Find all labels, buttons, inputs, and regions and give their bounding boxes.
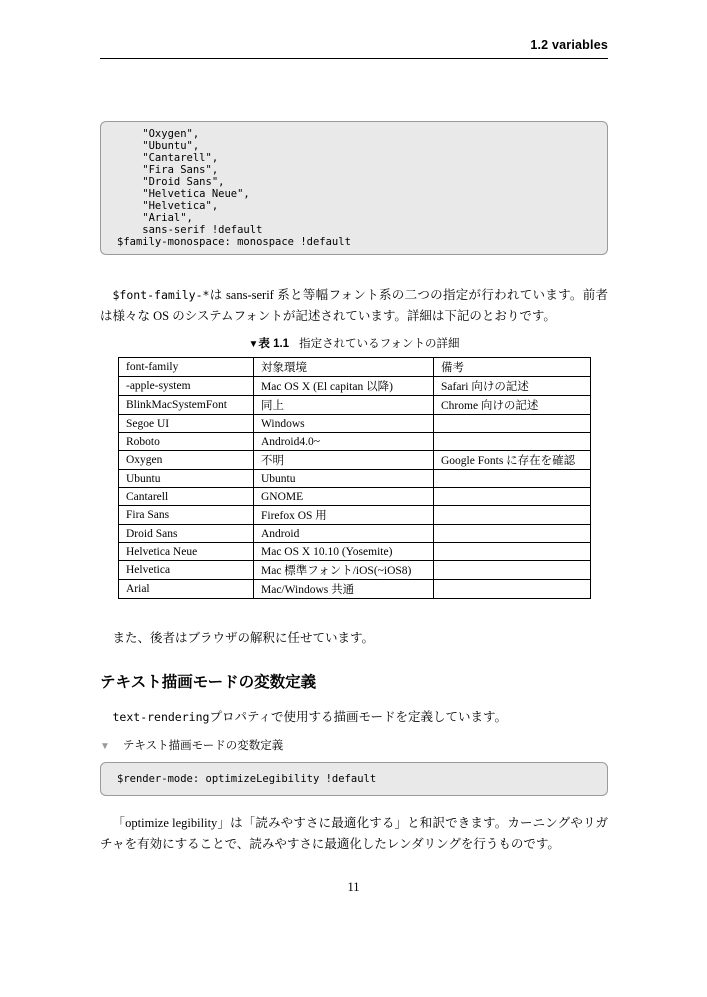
code-line: $render-mode: optimizeLegibility !default <box>117 773 377 785</box>
table-cell: Android <box>254 525 434 543</box>
table-cell: Fira Sans <box>119 506 254 525</box>
code-line: "Helvetica", <box>117 200 219 212</box>
table-cell: GNOME <box>254 488 434 506</box>
code-line: "Helvetica Neue", <box>117 188 250 200</box>
table-cell: Mac/Windows 共通 <box>254 580 434 599</box>
table-cell: Helvetica Neue <box>119 543 254 561</box>
page-content <box>100 0 608 855</box>
table-row <box>119 488 591 506</box>
table-row <box>119 580 591 599</box>
table-cell: Segoe UI <box>119 415 254 433</box>
table-cell: -apple-system <box>119 377 254 396</box>
paragraph-text-rendering <box>100 707 608 728</box>
table-cell <box>434 561 591 580</box>
table-cell: 不明 <box>254 451 434 470</box>
table-cell <box>434 543 591 561</box>
paragraph-optimize-legibility: 「optimize legibility」は「読みやすさに最適化する」と和訳できます。カーニングやリガチャを有効にすることで、読みやすさに最適化したレンダリングを行うものです。 <box>100 816 608 851</box>
table-cell: Mac OS X 10.10 (Yosemite) <box>254 543 434 561</box>
table-cell: Arial <box>119 580 254 599</box>
table-row <box>119 561 591 580</box>
inline-code: text-rendering <box>112 710 210 724</box>
inline-code: $font-family-* <box>112 288 210 302</box>
paragraph-text: プロパティで使用する描画モードを定義しています。 <box>209 710 507 724</box>
code-line: "Arial", <box>117 212 193 224</box>
table-cell <box>434 470 591 488</box>
table-cell: Chrome 向けの記述 <box>434 396 591 415</box>
table-cell: Google Fonts に存在を確認 <box>434 451 591 470</box>
table-cell: Mac OS X (El capitan 以降) <box>254 377 434 396</box>
paragraph-font-family <box>100 285 608 327</box>
code-line: $family-monospace: monospace !default <box>117 236 351 248</box>
code-line: "Ubuntu", <box>117 140 200 152</box>
table-cell <box>434 525 591 543</box>
table-caption-title: 指定されているフォントの詳細 <box>299 338 460 350</box>
table-cell: Firefox OS 用 <box>254 506 434 525</box>
table-marker-icon: ▼ <box>248 339 259 350</box>
table-row <box>119 433 591 451</box>
table-cell: Ubuntu <box>254 470 434 488</box>
table-row <box>119 506 591 525</box>
table-row <box>119 377 591 396</box>
header-rule <box>100 58 608 59</box>
table-cell <box>434 506 591 525</box>
code-block-font-family <box>100 121 608 255</box>
section-heading: テキスト描画モードの変数定義 <box>100 674 317 691</box>
listing-caption <box>100 737 608 753</box>
table-cell <box>434 580 591 599</box>
table-cell: Mac 標準フォント/iOS(~iOS8) <box>254 561 434 580</box>
table-cell: Oxygen <box>119 451 254 470</box>
table-row <box>119 543 591 561</box>
table-header-row <box>119 358 591 377</box>
table-row <box>119 396 591 415</box>
table-row <box>119 451 591 470</box>
code-line: "Droid Sans", <box>117 176 225 188</box>
listing-caption-text: テキスト描画モードの変数定義 <box>122 740 284 752</box>
table-cell: Roboto <box>119 433 254 451</box>
table-cell: Cantarell <box>119 488 254 506</box>
code-line: "Cantarell", <box>117 152 219 164</box>
paragraph-browser-note: また、後者はブラウザの解釈に任せています。 <box>112 631 375 645</box>
table-cell: Android4.0~ <box>254 433 434 451</box>
table-caption <box>100 335 608 351</box>
table-cell <box>434 433 591 451</box>
column-header-font-family: font-family <box>119 358 254 377</box>
table-cell: Helvetica <box>119 561 254 580</box>
paragraph-text: は sans-serif 系と等幅フォント系の二つの指定が行われています。前者は様々な OS のシステムフォントが記述されています。詳細は下記のとおりです。 <box>100 288 608 323</box>
code-line: sans-serif !default <box>117 224 263 236</box>
table-cell <box>434 415 591 433</box>
table-cell: Droid Sans <box>119 525 254 543</box>
table-cell: 同上 <box>254 396 434 415</box>
section-header: 1.2 variables <box>530 38 608 52</box>
page-header <box>100 38 608 59</box>
code-line: "Oxygen", <box>117 128 200 140</box>
table-caption-label: 表 1.1 <box>258 338 290 350</box>
column-header-environment: 対象環境 <box>254 358 434 377</box>
table-row <box>119 525 591 543</box>
font-details-table <box>118 357 591 599</box>
table-row <box>119 415 591 433</box>
code-block-render-mode <box>100 762 608 796</box>
table-cell: Ubuntu <box>119 470 254 488</box>
table-row <box>119 470 591 488</box>
page-number: 11 <box>347 880 360 894</box>
listing-marker-icon: ▼ <box>100 741 110 752</box>
table-cell: Safari 向けの記述 <box>434 377 591 396</box>
table-cell: BlinkMacSystemFont <box>119 396 254 415</box>
table-cell: Windows <box>254 415 434 433</box>
column-header-notes: 備考 <box>434 358 591 377</box>
table-cell <box>434 488 591 506</box>
code-line: "Fira Sans", <box>117 164 219 176</box>
